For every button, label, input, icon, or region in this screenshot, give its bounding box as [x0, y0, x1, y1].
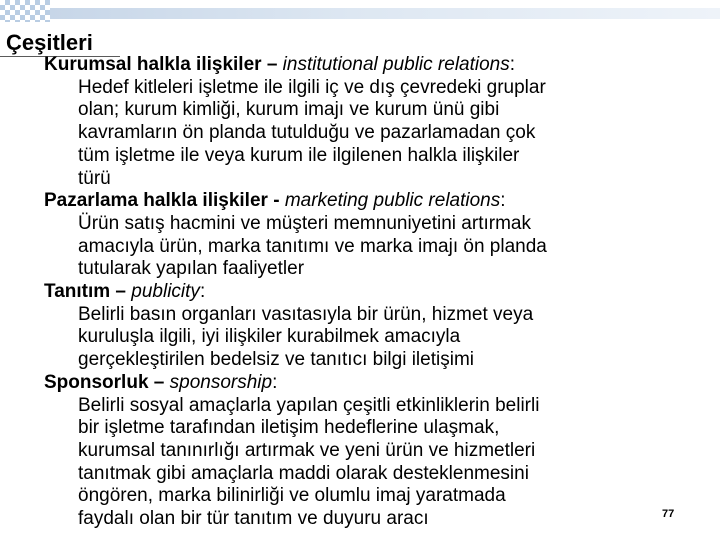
description-line: Ürün satış hacmini ve müşteri memnuniyetini artırmak: [78, 212, 531, 234]
item-heading: [44, 372, 684, 395]
description-line: kurumsal tanınırlığı artırmak ve yeni ürün ve hizmetleri: [78, 439, 536, 461]
slide-title: Çeşitleri: [6, 30, 93, 55]
list-item: [44, 372, 684, 531]
term-en: sponsorship: [169, 371, 273, 393]
term-separator: :: [272, 371, 278, 393]
description-line: gerçekleştirilen bedelsiz ve tanıtıcı bilgi iletişimi: [78, 349, 474, 371]
term-en: institutional public relations: [282, 54, 510, 75]
description-line: Belirli basın organları vasıtasıyla bir ürün, hizmet veya: [78, 303, 534, 325]
page-number: 77: [662, 508, 675, 520]
description-line: kuruluşla ilgili, iyi ilişkiler kurabilmek amacıyla: [78, 326, 461, 348]
description-line: Hedef kitleleri işletme ile ilgili iç ve dış çevredeki gruplar: [78, 76, 546, 98]
term-separator: :: [500, 190, 506, 212]
description-line: tutularak yapılan faaliyetler: [78, 258, 305, 280]
description-line: olan; kurum kimliği, kurum imajı ve kurum ünü gibi: [78, 99, 500, 121]
description-line: tanıtmak gibi amaçlarla maddi olarak desteklenmesini: [78, 462, 529, 484]
term-en: marketing public relations: [284, 190, 501, 212]
item-heading: [44, 281, 684, 304]
list-item: [44, 190, 684, 281]
item-heading: [44, 54, 684, 77]
term-tr: Pazarlama halkla ilişkiler -: [44, 190, 280, 212]
description-line: kavramların ön planda tutulduğu ve pazarlamadan çok: [78, 122, 536, 144]
header-gradient-bar: [50, 8, 720, 19]
description-line: tüm işletme ile veya kurum ile ilgilenen halkla ilişkiler: [78, 144, 520, 166]
description-line: bir işletme tarafından iletişim hedeflerine ulaşmak,: [78, 417, 500, 439]
description-line: faydalı olan bir tür tanıtım ve duyuru aracı: [78, 508, 429, 530]
term-en: publicity: [131, 281, 200, 303]
item-heading: [44, 190, 684, 213]
term-separator: :: [509, 54, 516, 75]
slide-content: [44, 54, 684, 531]
term-tr: Tanıtım –: [44, 281, 126, 303]
term-tr: Sponsorluk –: [44, 371, 165, 393]
description-line: öngören, marka bilinirliği ve olumlu imaj yaratmada: [78, 485, 506, 507]
list-item: [44, 281, 684, 372]
description-line: türü: [78, 167, 111, 189]
description-line: amacıyla ürün, marka tanıtımı ve marka imajı ön planda: [78, 235, 547, 257]
term-separator: :: [199, 281, 206, 303]
checkerboard-decoration: [0, 0, 50, 22]
list-item: [44, 54, 684, 190]
description-line: Belirli sosyal amaçlarla yapılan çeşitli etkinliklerin belirli: [78, 394, 540, 416]
term-tr: Kurumsal halkla ilişkiler –: [44, 54, 278, 75]
